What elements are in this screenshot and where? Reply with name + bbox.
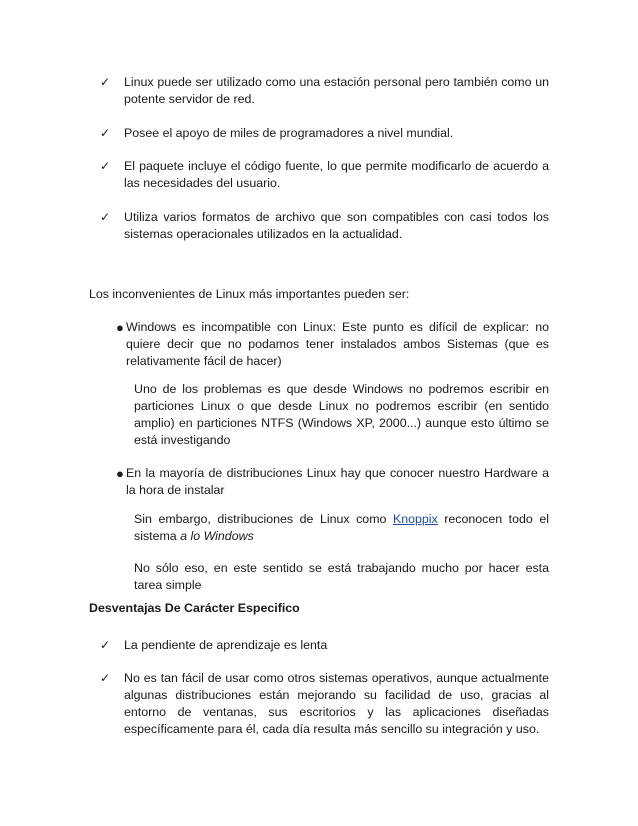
list-item-text: Windows es incompatible con Linux: Este punto es difícil de explicar: no quiere decir que no podamos tener instalados ambos Sistemas (que es relativamente fácil de hacer) — [126, 320, 549, 368]
drawbacks-intro: Los inconvenientes de Linux más importantes pueden ser: — [89, 287, 410, 301]
list-item-text: Utiliza varios formatos de archivo que son compatibles con casi todos los sistemas operacionales utilizados en la actualidad. — [124, 210, 549, 241]
detail-text: Sin embargo, distribuciones de Linux como — [134, 512, 387, 526]
list-item — [100, 74, 549, 108]
detail-italic-text: a lo Windows — [180, 529, 254, 543]
list-item — [116, 319, 549, 370]
list-item-text: La pendiente de aprendizaje es lenta — [124, 638, 328, 652]
drawback-detail: No sólo eso, en este sentido se está trabajando mucho por hacer esta tarea simple — [134, 561, 549, 592]
section-heading: Desventajas De Carácter Especifico — [89, 601, 300, 615]
drawback-detail: Uno de los problemas es que desde Windows no podremos escribir en particiones Linux o que desde Linux no podremos escribir (en sentido amplio) en particiones NTFS (Windows XP, 2000...) aunque esto último se está investigando — [134, 382, 549, 447]
checkmark-icon: ✓ — [100, 126, 111, 140]
detail-text: reconocen todo el sistema — [134, 512, 549, 543]
list-item-text: En la mayoría de distribuciones Linux hay que conocer nuestro Hardware a la hora de instalar — [126, 466, 549, 497]
list-item-text: El paquete incluye el código fuente, lo que permite modificarlo de acuerdo a las necesidades del usuario. — [124, 159, 549, 190]
drawback-detail — [134, 511, 549, 545]
bullet-dot-icon: ● — [116, 466, 124, 481]
checkmark-icon: ✓ — [100, 159, 111, 173]
list-item — [100, 637, 549, 654]
list-item-text: Linux puede ser utilizado como una estación personal pero también como un potente servidor de red. — [124, 75, 549, 106]
list-item-text: Posee el apoyo de miles de programadores a nivel mundial. — [124, 126, 454, 140]
list-item-text: No es tan fácil de usar como otros sistemas operativos, aunque actualmente algunas distribuciones están mejorando su facilidad de uso, gracias al entorno de ventanas, sus escritorios y las aplicaciones diseñadas específicamente para él, cada día resulta más sencillo su integración y uso. — [124, 671, 549, 736]
checkmark-icon: ✓ — [100, 671, 111, 685]
checkmark-icon: ✓ — [100, 75, 111, 89]
bullet-dot-icon: ● — [116, 320, 124, 335]
checkmark-icon: ✓ — [100, 210, 111, 224]
checkmark-icon: ✓ — [100, 638, 111, 652]
knoppix-link[interactable]: Knoppix — [392, 512, 438, 526]
list-item — [100, 158, 549, 192]
list-item — [100, 670, 549, 738]
list-item — [116, 465, 549, 499]
list-item — [100, 125, 549, 142]
list-item — [100, 209, 549, 243]
